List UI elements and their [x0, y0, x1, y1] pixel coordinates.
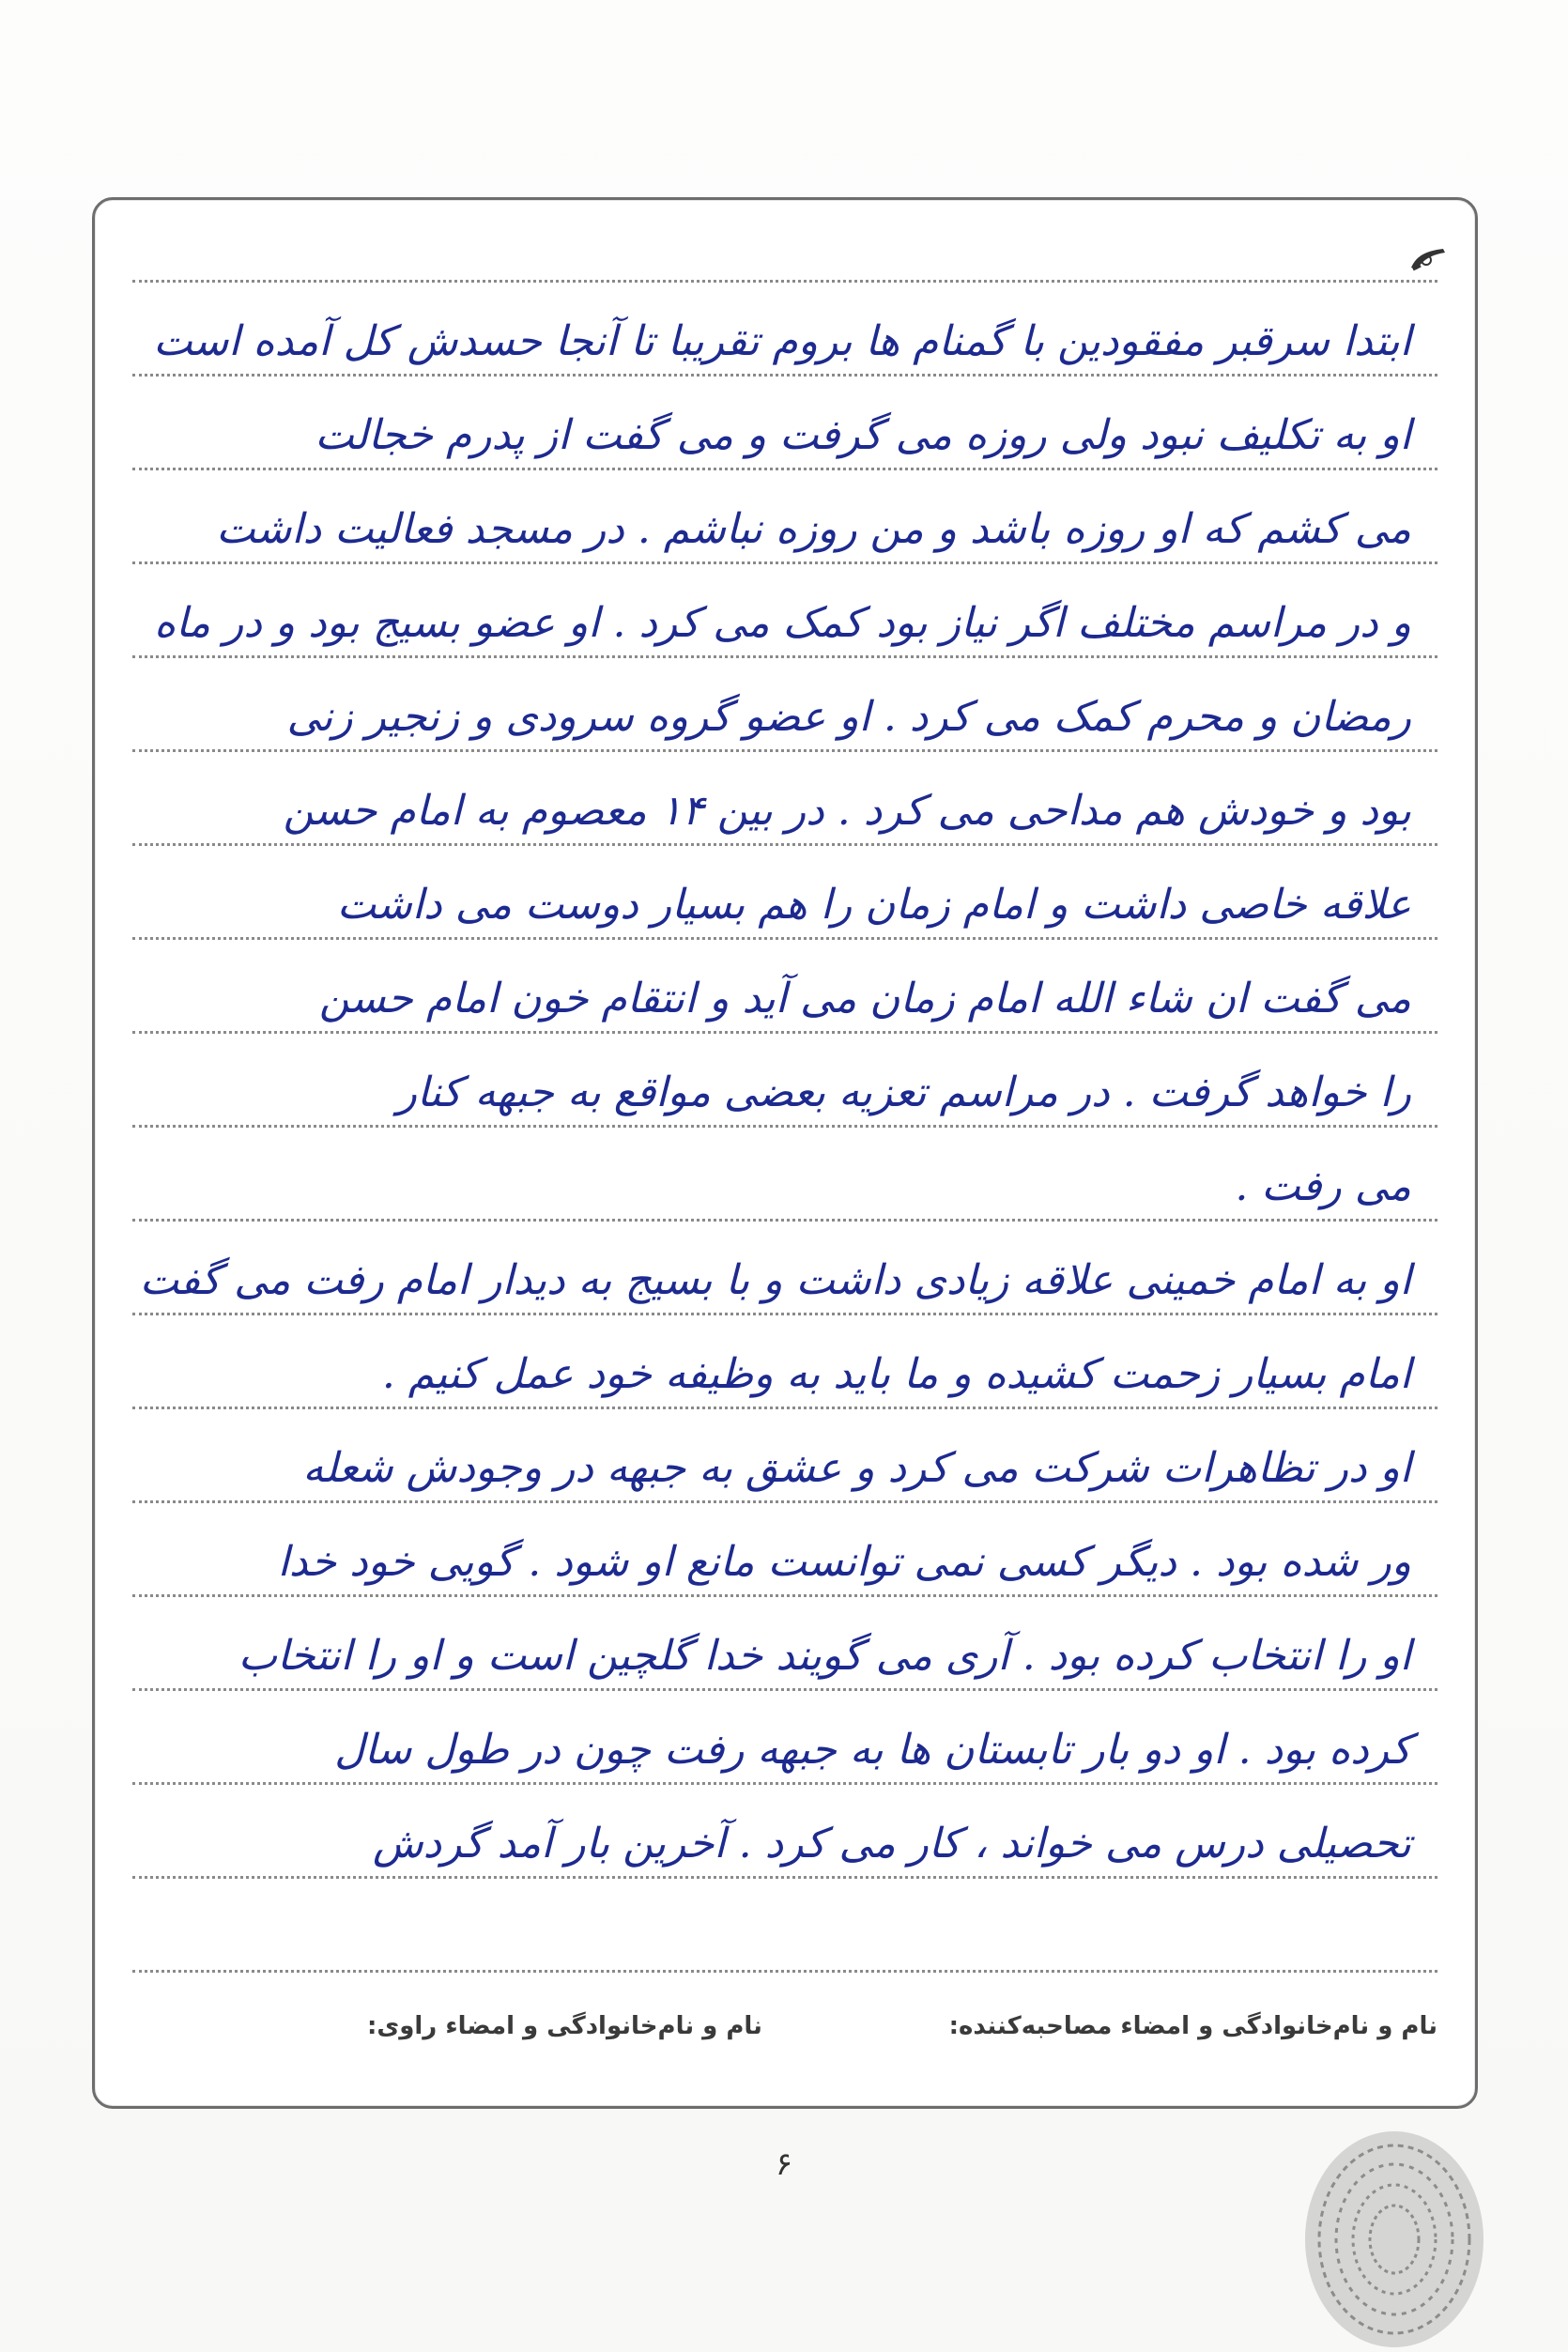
handwritten-line: کرده بود . او دو بار تابستان ها به جبهه رفت چون در طول سال	[334, 1726, 1411, 1774]
handwritten-line: ابتدا سرقبر مفقودین با گمنام ها بروم تقریبا تا آنجا حسدش کل آمده است	[153, 317, 1411, 365]
handwritten-line: بود و خودش هم مداحی می کرد . در بین ۱۴ معصوم به امام حسن	[283, 787, 1411, 835]
ruled-line	[132, 655, 1437, 658]
ruled-line	[132, 468, 1437, 470]
signature-row	[132, 2003, 1437, 2059]
handwritten-line: علاقه خاصی داشت و امام زمان را هم بسیار دوست می داشت	[336, 881, 1411, 929]
ruled-line	[132, 1782, 1437, 1785]
ruled-line	[132, 1500, 1437, 1503]
ruled-line	[132, 561, 1437, 564]
ruled-line	[132, 1594, 1437, 1597]
pen-icon	[1407, 245, 1449, 273]
handwritten-line: را خواهد گرفت . در مراسم تعزیه بعضی مواقع به جبهه کنار	[396, 1068, 1411, 1116]
handwritten-line: رمضان و محرم کمک می کرد . او عضو گروه سرودی و زنجیر زنی	[286, 693, 1411, 741]
ruled-line	[132, 1970, 1437, 1973]
handwritten-line: می گفت ان شاء الله امام زمان می آید و انتقام خون امام حسن	[318, 975, 1411, 1022]
handwritten-line: او به امام خمینی علاقه زیادی داشت و با بسیج به دیدار امام رفت می گفت	[139, 1256, 1411, 1304]
handwritten-line: تحصیلی درس می خواند ، کار می کرد . آخرین بار آمد گردش	[372, 1820, 1411, 1868]
page-number: ۶	[775, 2145, 793, 2183]
ruled-line	[132, 280, 1437, 283]
fingerprint-mark	[1296, 2122, 1493, 2352]
ruled-line	[132, 1688, 1437, 1691]
ruled-line	[132, 1031, 1437, 1034]
handwritten-line: و در مراسم مختلف اگر نیاز بود کمک می کرد . او عضو بسیج بود و در ماه	[154, 599, 1411, 647]
ruled-line	[132, 374, 1437, 377]
ruled-line	[132, 749, 1437, 752]
ruled-lines-area	[132, 280, 1437, 1975]
ruled-line	[132, 843, 1437, 846]
handwritten-line: او به تکلیف نبود ولی روزه می گرفت و می گفت از پدرم خجالت	[315, 411, 1411, 459]
ruled-line	[132, 1313, 1437, 1315]
interviewer-signature-label: نام و نام‌خانوادگی و امضاء مصاحبه‌کننده:	[948, 2012, 1437, 2040]
handwritten-line: ور شده بود . دیگر کسی نمی توانست مانع او شود . گویی خود خدا	[277, 1538, 1411, 1586]
handwritten-line: او در تظاهرات شرکت می کرد و عشق به جبهه در وجودش شعله	[302, 1444, 1411, 1492]
handwritten-line: امام بسیار زحمت کشیده و ما باید به وظیفه خود عمل کنیم .	[381, 1350, 1411, 1398]
ruled-line	[132, 937, 1437, 940]
handwritten-line: می رفت .	[1235, 1162, 1411, 1210]
handwritten-line: می کشم که او روزه باشد و من روزه نباشم . در مسجد فعالیت داشت	[216, 505, 1411, 553]
narrator-signature-label: نام و نام‌خانوادگی و امضاء راوی:	[367, 2012, 762, 2040]
handwritten-line: او را انتخاب کرده بود . آری می گویند خدا گلچین است و او را انتخاب	[238, 1632, 1411, 1680]
ruled-line	[132, 1876, 1437, 1879]
ruled-line	[132, 1407, 1437, 1409]
ruled-line	[132, 1125, 1437, 1128]
ruled-frame	[92, 197, 1478, 2109]
ruled-line	[132, 1219, 1437, 1222]
